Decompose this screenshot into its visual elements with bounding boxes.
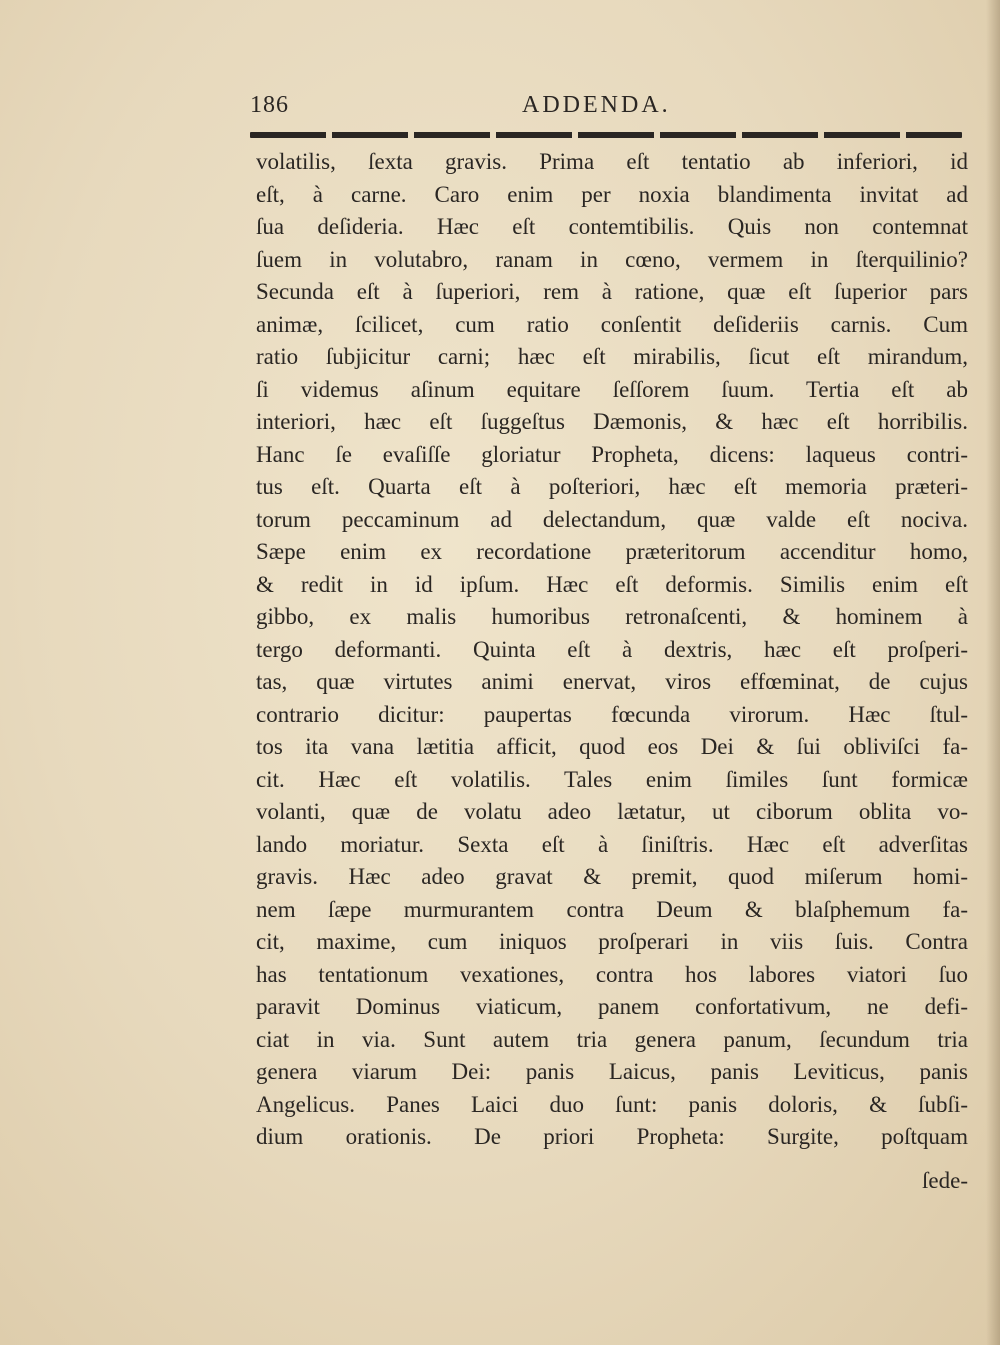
page-header [250, 92, 962, 126]
text-line: ſua deſideria. Hæc eſt contemtibilis. Quis non contemnat [256, 214, 968, 239]
text-line: eſt, à carne. Caro enim per noxia blandimenta invitat ad [256, 181, 968, 207]
running-head: ADDENDA. [522, 92, 671, 118]
text-line: Secunda eſt à ſuperiori, rem à ratione, quæ eſt ſuperior pars [256, 279, 968, 304]
text-line: tos ita vana lætitia afficit, quod eos Dei & ſui obliviſci fa- [256, 734, 968, 759]
text-line: torum peccaminum ad delectandum, quæ valde eſt nociva. [256, 506, 968, 532]
text-line: dium orationis. De priori Propheta: Surgite, poſtquam [256, 1124, 968, 1149]
text-line: & redit in id ipſum. Hæc eſt deformis. Similis enim eſt [256, 571, 968, 597]
body-text [256, 146, 968, 1154]
text-line: cit. Hæc eſt volatilis. Tales enim ſimiles ſunt formicæ [256, 766, 968, 792]
text-line: tas, quæ virtutes animi enervat, viros effœminat, de cujus [256, 669, 968, 694]
text-line: genera viarum Dei: panis Laicus, panis Leviticus, panis [256, 1059, 968, 1084]
text-line: volanti, quæ de volatu adeo lætatur, ut ciborum oblita vo- [256, 799, 968, 824]
text-line: gravis. Hæc adeo gravat & premit, quod miſerum homi- [256, 864, 968, 889]
text-line: interiori, hæc eſt ſuggeſtus Dæmonis, & hæc eſt horribilis. [256, 409, 968, 434]
text-line: nem ſæpe murmurantem contra Deum & blaſphemum fa- [256, 896, 968, 922]
page-number: 186 [250, 92, 289, 118]
text-line: lando moriatur. Sexta eſt à ſiniſtris. Hæc eſt adverſitas [256, 831, 968, 857]
text-line: tus eſt. Quarta eſt à poſteriori, hæc eſt memoria præteri- [256, 474, 968, 499]
header-rule [250, 132, 962, 138]
page-edge-shadow [986, 0, 1000, 1345]
text-line: animæ, ſcilicet, cum ratio conſentit deſideriis carnis. Cum [256, 311, 968, 337]
text-line: Angelicus. Panes Laici duo ſunt: panis doloris, & ſubſi- [256, 1091, 968, 1117]
text-line: has tentationum vexationes, contra hos labores viatori ſuo [256, 961, 968, 987]
text-line: ſi videmus aſinum equitare ſeſſorem ſuum. Tertia eſt ab [256, 376, 968, 402]
text-line: gibbo, ex malis humoribus retronaſcenti, & hominem à [256, 604, 968, 629]
text-line: ciat in via. Sunt autem tria genera panum, ſecundum tria [256, 1026, 968, 1052]
text-line: tergo deformanti. Quinta eſt à dextris, hæc eſt proſperi- [256, 636, 968, 662]
text-line: volatilis, ſexta gravis. Prima eſt tentatio ab inferiori, id [256, 149, 968, 174]
catchword: ſede- [922, 1168, 968, 1193]
text-line: ſuem in volutabro, ranam in cœno, vermem in ſterquilinio? [256, 246, 968, 272]
text-line: cit, maxime, cum iniquos proſperari in viis ſuis. Contra [256, 929, 968, 954]
text-line: Sæpe enim ex recordatione præteritorum accenditur homo, [256, 539, 968, 564]
text-line: Hanc ſe evaſiſſe gloriatur Propheta, dicens: laqueus contri- [256, 441, 968, 467]
text-line: ratio ſubjicitur carni; hæc eſt mirabilis, ſicut eſt mirandum, [256, 344, 968, 369]
text-line: paravit Dominus viaticum, panem confortativum, ne defi- [256, 994, 968, 1019]
text-line: contrario dicitur: paupertas fœcunda virorum. Hæc ſtul- [256, 701, 968, 727]
